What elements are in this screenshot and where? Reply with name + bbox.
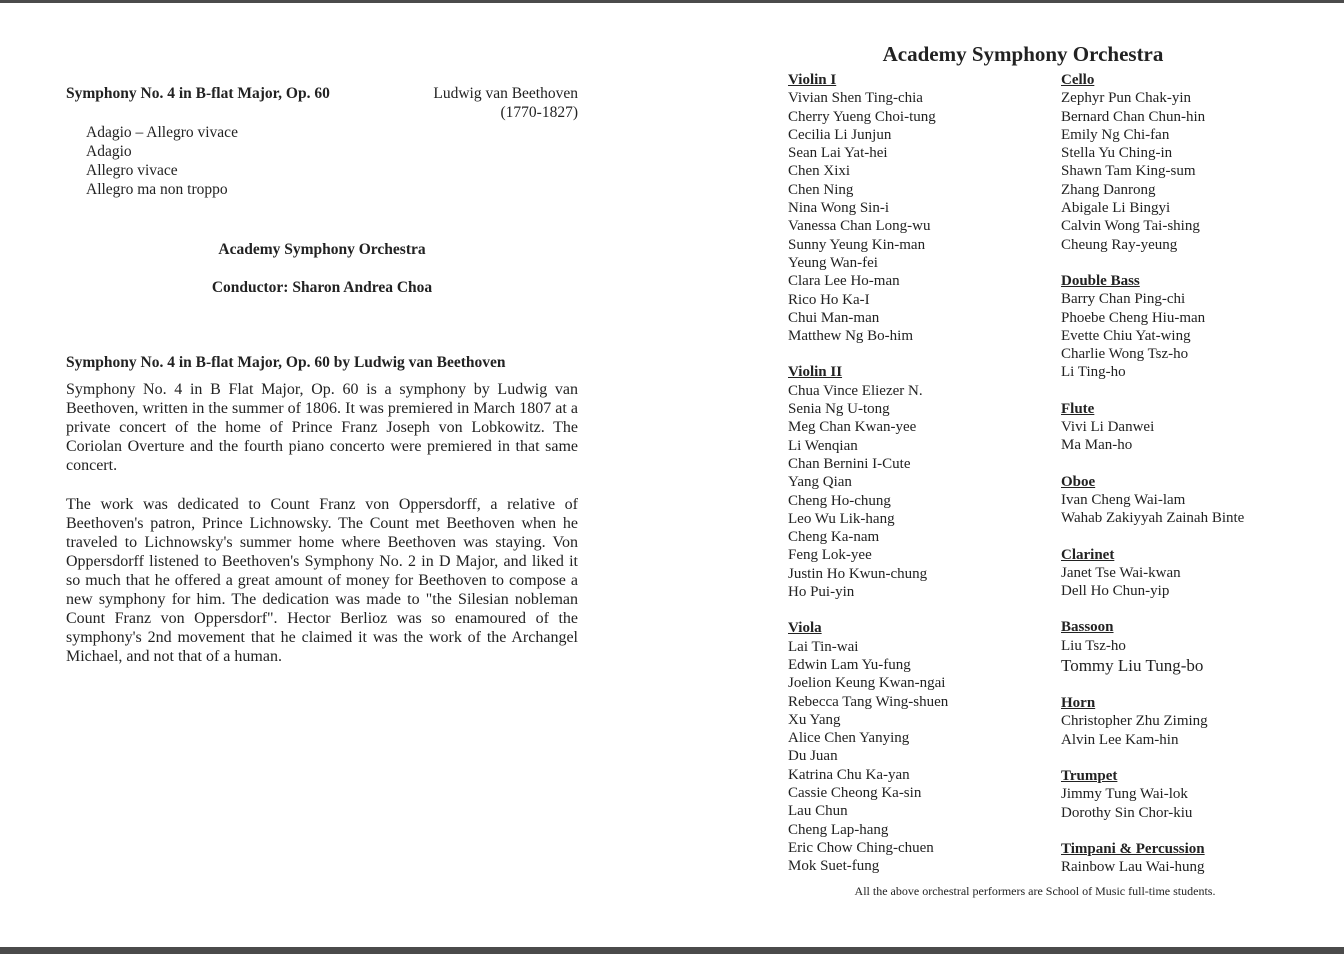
member-name: Barry Chan Ping-chi [1061, 291, 1186, 308]
member-name: Emily Ng Chi-fan [1061, 126, 1170, 143]
roster-page [788, 42, 1258, 894]
member-name: Mok Suet-fung [788, 858, 880, 875]
program-notes-page [66, 84, 578, 686]
roster-section-trumpet [1061, 767, 1258, 822]
member-name: Stella Yu Ching-in [1061, 145, 1173, 162]
roster-section-violin-ii [788, 363, 1061, 601]
member-name: Clara Lee Ho-man [788, 273, 900, 290]
member-name: Christopher Zhu Ziming [1061, 713, 1208, 730]
member-name: Chen Xixi [788, 163, 851, 180]
member-name: Eric Chow Ching-chuen [788, 839, 934, 856]
member-name: Matthew Ng Bo-him [788, 328, 913, 345]
movement-item: Allegro ma non troppo [86, 181, 228, 198]
member-name: Nina Wong Sin-i [788, 200, 890, 217]
member-name: Ivan Cheng Wai-lam [1061, 491, 1186, 508]
roster-columns [788, 71, 1258, 894]
member-name: Justin Ho Kwun-chung [788, 565, 928, 582]
member-name: Janet Tse Wai-kwan [1061, 564, 1181, 581]
member-name: Dorothy Sin Chor-kiu [1061, 804, 1193, 821]
member-name: Li Ting-ho [1061, 364, 1126, 381]
member-name: Yeung Wan-fei [788, 254, 878, 271]
member-name: Joelion Keung Kwan-ngai [788, 675, 946, 692]
program-notes-paragraph: The work was dedicated to Count Franz von Oppersdorff, a relative of Beethoven's patron, Prince Lichnowsky. The Count met Beethoven when he traveled to Lichnowsky's summer home where Beethoven was staying. Von Oppersdorff listened to Beethoven's Symphony No. 2 in D Major, and liked it so much that he offered a great amount of money for Beethoven to compose a new symphony for him. The dedication was made to "the Silesian nobleman Count Franz von Oppersdorf". Hector Berlioz was so enamoured of the symphony's 2nd movement that he claimed it was the work of the Archangel Michael, and not that of a human. [66, 496, 578, 665]
roster-section-cello [1061, 71, 1258, 254]
roster-page-title: Academy Symphony Orchestra [882, 42, 1164, 66]
member-name: Chen Ning [788, 181, 854, 198]
movement-item: Allegro vivace [86, 162, 178, 179]
member-name: Sean Lai Yat-hei [788, 145, 888, 162]
roster-section-horn [1061, 694, 1258, 749]
member-name: Zhang Danrong [1061, 181, 1156, 198]
member-name: Lau Chun [788, 803, 848, 820]
composer-block [433, 84, 578, 122]
roster-section-oboe [1061, 473, 1258, 528]
section-heading: Timpani & Percussion [1061, 840, 1205, 857]
piece-header [66, 84, 578, 122]
member-name: Cheng Ka-nam [788, 529, 880, 546]
member-name: Cassie Cheong Ka-sin [788, 784, 922, 801]
member-name: Li Wenqian [788, 437, 858, 454]
member-name: Katrina Chu Ka-yan [788, 766, 910, 783]
viewer-top-edge [0, 0, 1344, 3]
member-name: Meg Chan Kwan-yee [788, 419, 917, 436]
roster-footnote: All the above orchestral performers are School of Music full-time students. [854, 884, 1216, 898]
member-name: Ma Man-ho [1061, 437, 1133, 454]
member-name: Ho Pui-yin [788, 584, 855, 601]
roster-section-clarinet [1061, 546, 1258, 601]
viewer-bottom-edge [0, 947, 1344, 954]
section-heading: Oboe [1061, 473, 1096, 490]
member-name: Cheng Ho-chung [788, 492, 891, 509]
member-name: Chan Bernini I-Cute [788, 455, 911, 472]
member-name: Phoebe Cheng Hiu-man [1061, 309, 1206, 326]
program-notes-heading: Symphony No. 4 in B-flat Major, Op. 60 by Ludwig van Beethoven [66, 354, 506, 371]
roster-column-left [788, 71, 1061, 894]
movement-item: Adagio – Allegro vivace [86, 124, 238, 141]
member-name: Alice Chen Yanying [788, 730, 910, 747]
roster-section-violin-i [788, 71, 1061, 345]
member-name: Vanessa Chan Long-wu [788, 218, 931, 235]
member-name: Chua Vince Eliezer N. [788, 382, 923, 399]
member-name: Senia Ng U-tong [788, 401, 890, 418]
section-heading: Violin I [788, 72, 837, 88]
member-name: Cecilia Li Junjun [788, 126, 892, 143]
section-heading: Double Bass [1061, 272, 1140, 289]
section-heading: Bassoon [1061, 619, 1114, 636]
member-name: Xu Yang [788, 711, 841, 728]
member-name: Tommy Liu Tung-bo [1061, 656, 1204, 676]
roster-section-timpani-percussion [1061, 840, 1258, 877]
member-name: Yang Qian [788, 474, 852, 491]
composer-dates: (1770-1827) [500, 104, 578, 121]
member-name: Charlie Wong Tsz-ho [1061, 346, 1189, 363]
conductor-line: Conductor: Sharon Andrea Choa [211, 279, 433, 296]
movement-list [86, 123, 578, 199]
member-name: Cheung Ray-yeung [1061, 236, 1178, 253]
section-heading: Trumpet [1061, 767, 1118, 784]
orchestra-name: Academy Symphony Orchestra [218, 241, 426, 258]
member-name: Rebecca Tang Wing-shuen [788, 693, 949, 710]
member-name: Rico Ho Ka-I [788, 291, 870, 308]
section-heading: Flute [1061, 400, 1095, 417]
member-name: Wahab Zakiyyah Zainah Binte [1061, 510, 1245, 527]
roster-section-double-bass [1061, 272, 1258, 382]
member-name: Rainbow Lau Wai-hung [1061, 859, 1205, 876]
program-notes-paragraph: Symphony No. 4 in B Flat Major, Op. 60 is a symphony by Ludwig van Beethoven, written in the summer of 1806. It was premiered in March 1807 at a private concert of the home of Prince Franz Joseph von Lobkowitz. The Coriolan Overture and the fourth piano concerto were premiered in that same concert. [66, 381, 578, 474]
member-name: Bernard Chan Chun-hin [1061, 108, 1206, 125]
member-name: Liu Tsz-ho [1061, 637, 1126, 654]
roster-column-right [1061, 71, 1258, 894]
section-heading: Clarinet [1061, 546, 1115, 563]
member-name: Edwin Lam Yu-fung [788, 656, 911, 673]
member-name: Vivi Li Danwei [1061, 419, 1155, 436]
member-name: Lai Tin-wai [788, 638, 859, 655]
member-name: Evette Chiu Yat-wing [1061, 327, 1191, 344]
member-name: Leo Wu Lik-hang [788, 510, 895, 527]
member-name: Cheng Lap-hang [788, 821, 889, 838]
member-name: Abigale Li Bingyi [1061, 200, 1171, 217]
member-name: Feng Lok-yee [788, 547, 872, 564]
section-heading: Viola [788, 620, 822, 637]
piece-title: Symphony No. 4 in B-flat Major, Op. 60 [66, 85, 330, 102]
member-name: Du Juan [788, 748, 838, 765]
member-name: Dell Ho Chun-yip [1061, 583, 1170, 600]
member-name: Cherry Yueng Choi-tung [788, 108, 936, 125]
member-name: Calvin Wong Tai-shing [1061, 218, 1200, 235]
movement-item: Adagio [86, 143, 132, 160]
member-name: Zephyr Pun Chak-yin [1061, 90, 1191, 107]
roster-section-viola [788, 619, 1061, 875]
member-name: Jimmy Tung Wai-lok [1061, 786, 1188, 803]
member-name: Sunny Yeung Kin-man [788, 236, 926, 253]
roster-section-flute [1061, 400, 1258, 455]
member-name: Vivian Shen Ting-chia [788, 90, 923, 107]
section-heading: Cello [1061, 72, 1095, 88]
member-name: Shawn Tam King-sum [1061, 163, 1196, 180]
roster-section-bassoon [1061, 618, 1258, 676]
member-name: Chui Man-man [788, 309, 880, 326]
member-name: Alvin Lee Kam-hin [1061, 731, 1179, 748]
section-heading: Horn [1061, 695, 1096, 712]
section-heading: Violin II [788, 364, 843, 381]
composer-name: Ludwig van Beethoven [433, 85, 578, 102]
